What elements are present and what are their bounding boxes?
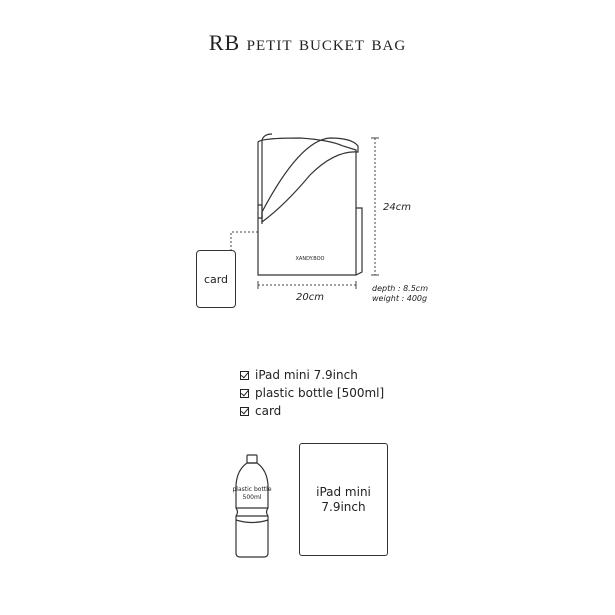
checklist-item-label: plastic bottle [500ml] [255, 386, 385, 400]
checklist-item [240, 384, 384, 402]
height-label: 24cm [383, 202, 411, 213]
card-label: card [203, 272, 229, 286]
card-illustration [196, 250, 236, 308]
width-label: 20cm [296, 292, 324, 303]
bag-illustration [258, 134, 362, 275]
checkbox-checked-icon [240, 407, 249, 416]
card-leader-line [231, 232, 258, 250]
ipad-illustration [299, 443, 388, 556]
checkbox-checked-icon [240, 389, 249, 398]
ipad-label-line2: 7.9inch [321, 499, 366, 514]
contents-checklist [240, 366, 384, 420]
height-dimension-line [371, 138, 379, 275]
width-dimension-line [258, 281, 356, 289]
ipad-label-line1: iPad mini [316, 484, 371, 499]
bottle-label-line1: plastic bottle [232, 486, 272, 493]
bag-brand-label: XANDY.BOO [295, 256, 325, 262]
checklist-item [240, 366, 384, 384]
bottle-label-line2: 500ml [242, 494, 262, 501]
checklist-item [240, 402, 384, 420]
checkbox-checked-icon [240, 371, 249, 380]
bottle-illustration [236, 455, 268, 557]
checklist-item-label: card [255, 404, 282, 418]
depth-label: depth : 8.5cm [372, 284, 428, 293]
checklist-item-label: iPad mini 7.9inch [255, 368, 358, 382]
page-title: RB petit bucket bag [208, 30, 407, 55]
weight-label: weight : 400g [372, 294, 428, 303]
